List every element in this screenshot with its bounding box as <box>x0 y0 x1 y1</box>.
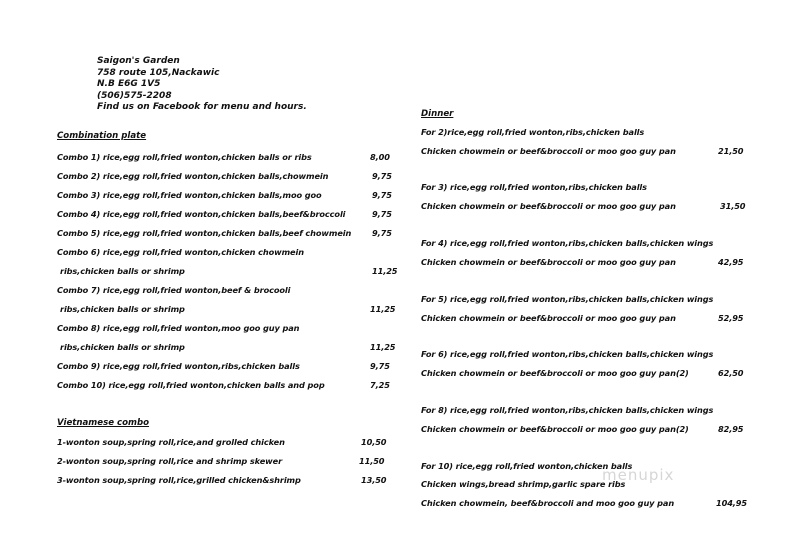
vietnamese-heading: Vietnamese combo <box>57 418 150 428</box>
vietnamese-1-price: 10,50 <box>361 437 387 447</box>
dinner-for-3-choice: Chicken chowmein or beef&broccoli or moo goo guy pan <box>421 201 676 211</box>
dinner-for-2-desc: For 2)rice,egg roll,fried wonton,ribs,chicken balls <box>421 127 645 137</box>
restaurant-address: 758 route 105,Nackawic <box>97 67 220 78</box>
combo-8-price: 11,25 <box>370 342 396 352</box>
vietnamese-2-price: 11,50 <box>359 456 385 466</box>
restaurant-postal-code: N.B E6G 1V5 <box>97 79 161 89</box>
dinner-for-5-choice: Chicken chowmein or beef&broccoli or moo goo guy pan <box>421 313 676 323</box>
facebook-note: Find us on Facebook for menu and hours. <box>97 102 307 112</box>
combo-7-price: 11,25 <box>370 304 396 314</box>
vietnamese-3-desc: 3-wonton soup,spring roll,rice,grilled chicken&shrimp <box>57 475 301 485</box>
combo-10-price: 7,25 <box>370 380 390 390</box>
restaurant-header <box>97 56 307 114</box>
vietnamese-1-desc: 1-wonton soup,spring roll,rice,and grolled chicken <box>57 437 285 447</box>
dinner-for-5-desc: For 5) rice,egg roll,fried wonton,ribs,chicken balls,chicken wings <box>421 294 714 304</box>
dinner-for-10-extras: Chicken wings,bread shrimp,garlic spare ribs <box>421 479 626 489</box>
dinner-heading: Dinner <box>421 109 454 119</box>
dinner-for-8-desc: For 8) rice,egg roll,fried wonton,ribs,chicken balls,chicken wings <box>421 405 714 415</box>
combo-10-desc: Combo 10) rice,egg roll,fried wonton,chicken balls and pop <box>57 380 325 390</box>
dinner-for-6-price: 62,50 <box>718 368 744 378</box>
combo-5-desc: Combo 5) rice,egg roll,fried wonton,chicken balls,beef chowmein <box>57 228 352 238</box>
dinner-for-6-desc: For 6) rice,egg roll,fried wonton,ribs,chicken balls,chicken wings <box>421 349 714 359</box>
restaurant-phone: (506)575-2208 <box>97 90 172 101</box>
dinner-for-8-choice: Chicken chowmein or beef&broccoli or moo goo guy pan(2) <box>421 424 689 434</box>
combo-7-desc: Combo 7) rice,egg roll,fried wonton,beef & brocooli <box>57 285 291 295</box>
combo-3-price: 9,75 <box>372 190 392 200</box>
combo-8-options: ribs,chicken balls or shrimp <box>60 342 185 352</box>
dinner-for-3-desc: For 3) rice,egg roll,fried wonton,ribs,chicken balls <box>421 182 647 192</box>
dinner-for-4-choice: Chicken chowmein or beef&broccoli or moo goo guy pan <box>421 257 676 267</box>
combo-5-price: 9,75 <box>372 228 392 238</box>
vietnamese-2-desc: 2-wonton soup,spring roll,rice and shrimp skewer <box>57 456 283 466</box>
dinner-for-3-price: 31,50 <box>720 201 746 211</box>
combo-4-desc: Combo 4) rice,egg roll,fried wonton,chicken balls,beef&broccoli <box>57 209 346 219</box>
combo-7-options: ribs,chicken balls or shrimp <box>60 304 185 314</box>
restaurant-name: Saigon's Garden <box>97 56 180 66</box>
combo-9-desc: Combo 9) rice,egg roll,fried wonton,ribs,chicken balls <box>57 361 300 371</box>
dinner-for-2-price: 21,50 <box>718 146 744 156</box>
combo-6-options: ribs,chicken balls or shrimp <box>60 266 185 276</box>
combo-6-price: 11,25 <box>372 266 398 276</box>
combo-9-price: 9,75 <box>370 361 390 371</box>
dinner-for-6-choice: Chicken chowmein or beef&broccoli or moo goo guy pan(2) <box>421 368 689 378</box>
dinner-for-10-choice: Chicken chowmein, beef&broccoli and moo goo guy pan <box>421 498 675 508</box>
combo-1-price: 8,00 <box>370 152 390 162</box>
dinner-for-5-price: 52,95 <box>718 313 744 323</box>
dinner-for-2-choice: Chicken chowmein or beef&broccoli or moo goo guy pan <box>421 146 676 156</box>
dinner-for-10-price: 104,95 <box>716 498 747 508</box>
combo-2-desc: Combo 2) rice,egg roll,fried wonton,chicken balls,chowmein <box>57 171 329 181</box>
combo-4-price: 9,75 <box>372 209 392 219</box>
dinner-for-8-price: 82,95 <box>718 424 744 434</box>
combo-1-desc: Combo 1) rice,egg roll,fried wonton,chicken balls or ribs <box>57 152 312 162</box>
combination-heading: Combination plate <box>57 131 147 141</box>
dinner-for-4-desc: For 4) rice,egg roll,fried wonton,ribs,chicken balls,chicken wings <box>421 238 714 248</box>
combo-3-desc: Combo 3) rice,egg roll,fried wonton,chicken balls,moo goo <box>57 190 322 200</box>
combo-2-price: 9,75 <box>372 171 392 181</box>
dinner-for-4-price: 42,95 <box>718 257 744 267</box>
combo-8-desc: Combo 8) rice,egg roll,fried wonton,moo goo guy pan <box>57 323 300 333</box>
menupix-watermark: menupix <box>602 466 675 484</box>
combo-6-desc: Combo 6) rice,egg roll,fried wonton,chicken chowmein <box>57 247 304 257</box>
vietnamese-3-price: 13,50 <box>361 475 387 485</box>
dinner-for-10-desc: For 10) rice,egg roll,fried wonton,chicken balls <box>421 461 633 471</box>
